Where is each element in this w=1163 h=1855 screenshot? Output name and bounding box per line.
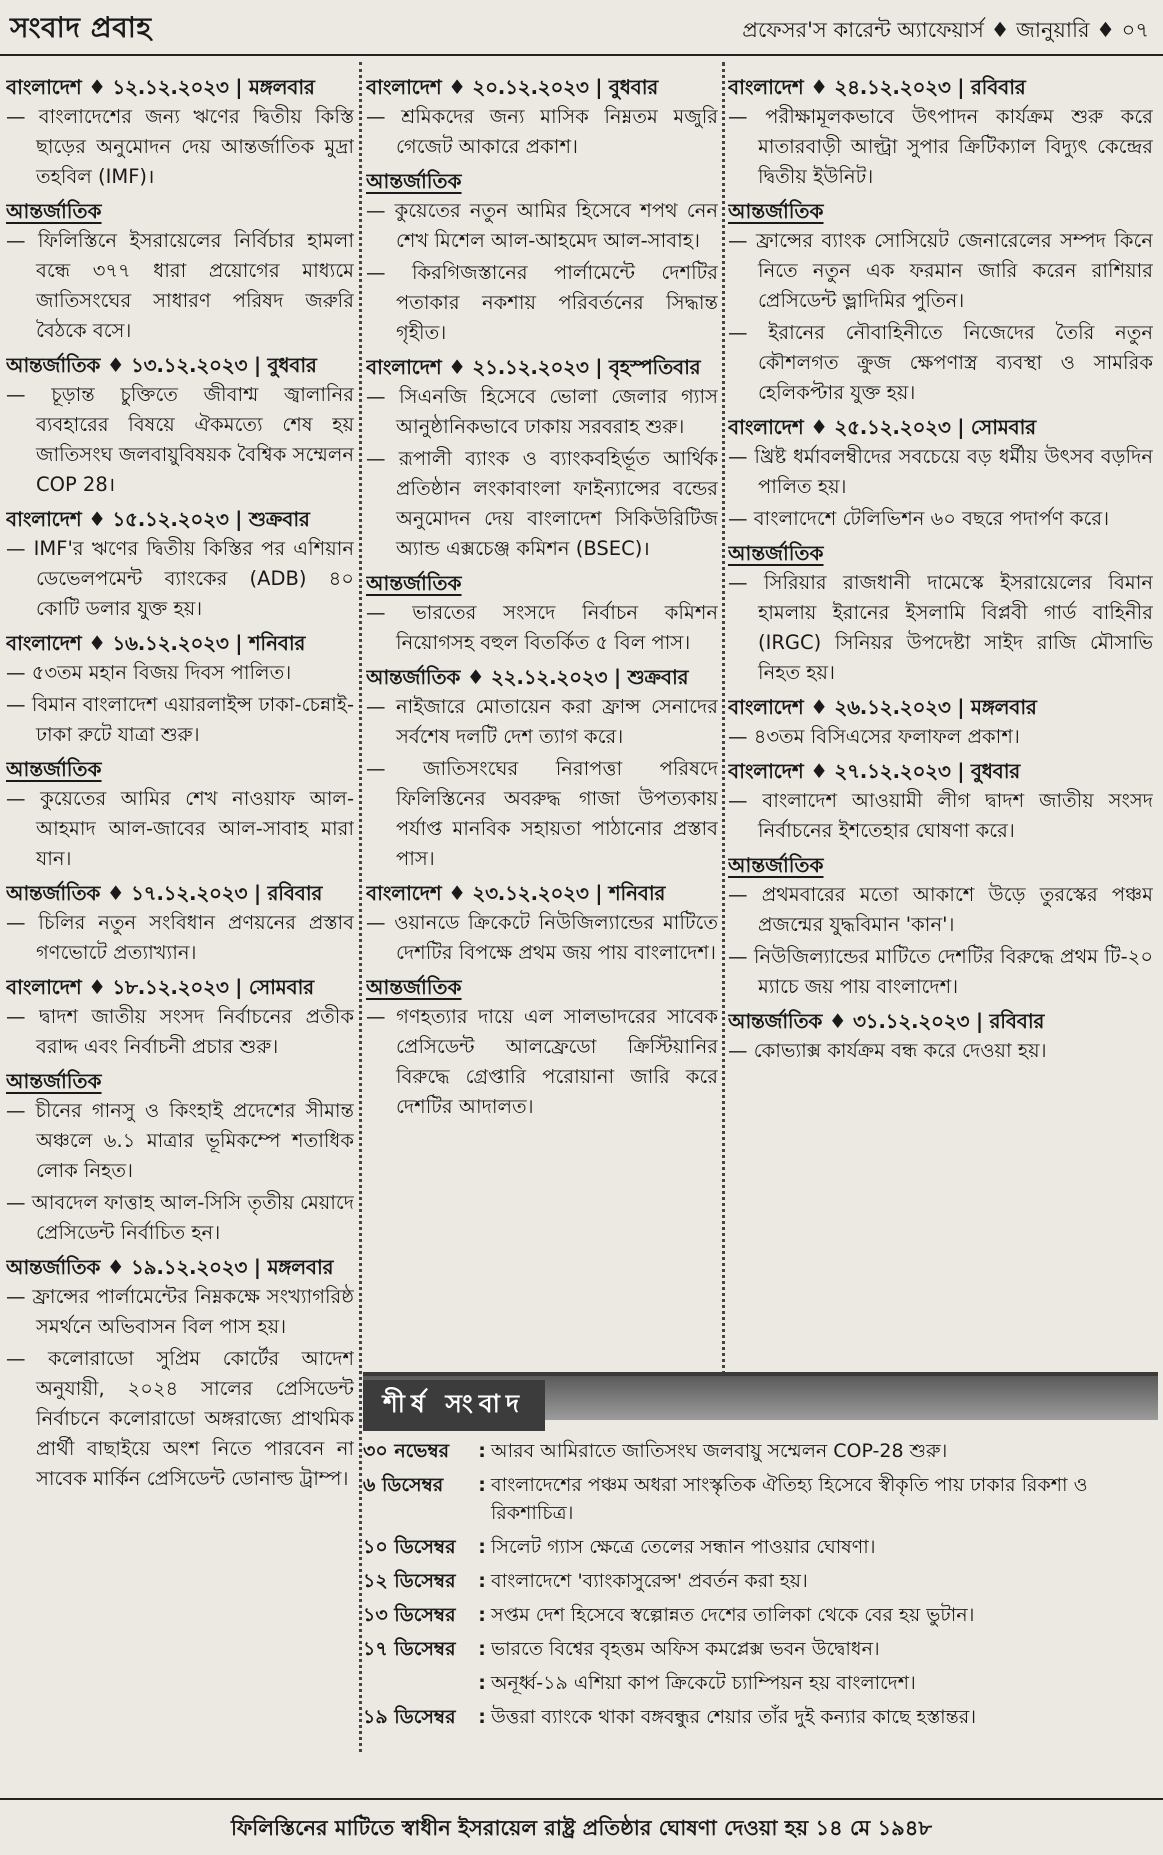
top-news-row xyxy=(363,1669,1158,1697)
date-heading: আন্তর্জাতিক ♦ ১৩.১২.২০২৩ | বুধবার xyxy=(6,353,317,377)
top-news-date: ১০ ডিসেম্বর xyxy=(363,1536,456,1558)
date-heading: আন্তর্জাতিক ♦ ১৯.১২.২০২৩ | মঙ্গলবার xyxy=(6,1255,334,1279)
top-news-text: বাংলাদেশে 'ব্যাংকাসুরেন্স' প্রবর্তন করা হয়। xyxy=(491,1570,808,1592)
news-item: — ফিলিস্তিনে ইসরায়েলের নির্বিচার হামলা বন্ধে ৩৭৭ ধারা প্রয়োগের মাধ্যমে জাতিসংঘের সাধারণ পরিষদ জরুরি বৈঠকে বসে। xyxy=(6,226,354,346)
top-news-separator: : xyxy=(478,1536,486,1558)
news-item: — বাংলাদেশে টেলিভিশন ৬০ বছরে পদার্পণ করে। xyxy=(728,504,1153,534)
top-news-date: ১৩ ডিসেম্বর xyxy=(363,1604,456,1626)
date-heading: বাংলাদেশ ♦ ১৮.১২.২০২৩ | সোমবার xyxy=(6,975,314,999)
news-item: — বাংলাদেশের জন্য ঋণের দ্বিতীয় কিস্তি ছাড়ের অনুমোদন দেয় আন্তর্জাতিক মুদ্রা তহবিল (IMF)। xyxy=(6,102,354,192)
section-heading: আন্তর্জাতিক xyxy=(728,199,824,223)
date-heading: আন্তর্জাতিক ♦ ৩১.১২.২০২৩ | রবিবার xyxy=(728,1009,1045,1033)
top-news-date xyxy=(363,1669,473,1697)
news-item: — শ্রমিকদের জন্য মাসিক নিম্নতম মজুরি গেজেট আকারে প্রকাশ। xyxy=(366,102,718,162)
news-item: — রূপালী ব্যাংক ও ব্যাংকবহির্ভূত আর্থিক প্রতিষ্ঠান লংকাবাংলা ফাইন্যান্সের বন্ডের অনুমোদন দেয় বাংলাদেশ সিকিউরিটিজ অ্যান্ড এক্সচেঞ্জ কমিশন (BSEC)। xyxy=(366,444,718,564)
section-heading: আন্তর্জাতিক xyxy=(366,571,462,595)
news-item: — খ্রিষ্ট ধর্মাবলম্বীদের সবচেয়ে বড় ধর্মীয় উৎসব বড়দিন পালিত হয়। xyxy=(728,442,1153,502)
news-item: — কুয়েতের আমির শেখ নাওয়াফ আল-আহমাদ আল-জাবের আল-সাবাহ মারা যান। xyxy=(6,784,354,874)
top-news-separator: : xyxy=(478,1440,486,1462)
news-item: — সিরিয়ার রাজধানী দামেস্কে ইসরায়েলের বিমান হামলায় ইরানের ইসলামি বিপ্লবী গার্ড বাহিনীর (IRGC) সিনিয়র উপদেষ্টা সাইদ রাজি মৌসাভি নিহত হয়। xyxy=(728,568,1153,688)
top-news-list xyxy=(363,1437,1158,1731)
top-news-row xyxy=(363,1703,1158,1731)
news-column-3 xyxy=(728,68,1153,1388)
section-heading: আন্তর্জাতিক xyxy=(366,169,462,193)
top-news-date: ৩০ নভেম্বর xyxy=(363,1440,450,1462)
top-news-row xyxy=(363,1533,1158,1561)
news-item: — ইরানের নৌবাহিনীতে নিজেদের তৈরি নতুন কৌশলগত ক্রুজ ক্ষেপণাস্ত্র ব্যবস্থা ও সামরিক হেলিকপ্টার যুক্ত হয়। xyxy=(728,318,1153,408)
top-news-date: ৬ ডিসেম্বর xyxy=(363,1474,444,1496)
top-news-row xyxy=(363,1437,1158,1465)
section-heading: আন্তর্জাতিক xyxy=(6,199,102,223)
news-item: — বিমান বাংলাদেশ এয়ারলাইন্স ঢাকা-চেন্নাই-ঢাকা রুটে যাত্রা শুরু। xyxy=(6,690,354,750)
top-news-row xyxy=(363,1471,1158,1527)
section-heading: আন্তর্জাতিক xyxy=(366,975,462,999)
section-title: সংবাদ প্রবাহ xyxy=(10,11,152,44)
section-heading: আন্তর্জাতিক xyxy=(6,757,102,781)
top-news-row xyxy=(363,1567,1158,1595)
news-item: — চিলির নতুন সংবিধান প্রণয়নের প্রস্তাব গণভোটে প্রত্যাখ্যান। xyxy=(6,908,354,968)
news-item: — সিএনজি হিসেবে ভোলা জেলার গ্যাস আনুষ্ঠানিকভাবে ঢাকায় সরবরাহ শুরু। xyxy=(366,382,718,442)
top-news-separator: : xyxy=(478,1570,486,1592)
news-item: — বাংলাদেশ আওয়ামী লীগ দ্বাদশ জাতীয় সংসদ নির্বাচনের ইশতেহার ঘোষণা করে। xyxy=(728,786,1153,846)
news-item: — পরীক্ষামূলকভাবে উৎপাদন কার্যক্রম শুরু করে মাতারবাড়ী আল্ট্রা সুপার ক্রিটিক্যাল বিদ্যুৎ কেন্দ্রের দ্বিতীয় ইউনিট। xyxy=(728,102,1153,192)
news-item: — আবদেল ফাত্তাহ আল-সিসি তৃতীয় মেয়াদে প্রেসিডেন্ট নির্বাচিত হন। xyxy=(6,1188,354,1248)
news-item: — কিরগিজস্তানের পার্লামেন্টে দেশটির পতাকার নকশায় পরিবর্তনের সিদ্ধান্ত গৃহীত। xyxy=(366,258,718,348)
news-item: — ফ্রান্সের ব্যাংক সোসিয়েট জেনারেলের সম্পদ কিনে নিতে নতুন এক ফরমান জারি করেন রাশিয়ার প্রেসিডেন্ট ভ্লাদিমির পুতিন। xyxy=(728,226,1153,316)
top-news-row xyxy=(363,1601,1158,1629)
news-item: — কলোরাডো সুপ্রিম কোর্টের আদেশ অনুযায়ী, ২০২৪ সালের প্রেসিডেন্ট নির্বাচনে কলোরাডো অঙ্গরাজ্যে প্রাথমিক প্রার্থী বাছাইয়ে অংশ নিতে পারবেন না সাবেক মার্কিন প্রেসিডেন্ট ডোনাল্ড ট্রাম্প। xyxy=(6,1344,354,1494)
top-news-text: বাংলাদেশের পঞ্চম অধরা সাংস্কৃতিক ঐতিহ্য হিসেবে স্বীকৃতি পায় ঢাকার রিকশা ও রিকশাচিত্র। xyxy=(491,1474,1088,1524)
top-news-date: ১২ ডিসেম্বর xyxy=(363,1570,456,1592)
top-news-row xyxy=(363,1635,1158,1663)
news-column-1 xyxy=(6,68,354,1788)
news-item: — ভারতের সংসদে নির্বাচন কমিশন নিয়োগসহ বহুল বিতর্কিত ৫ বিল পাস। xyxy=(366,598,718,658)
news-item: — দ্বাদশ জাতীয় সংসদ নির্বাচনের প্রতীক বরাদ্দ এবং নির্বাচনী প্রচার শুরু। xyxy=(6,1002,354,1062)
top-news-separator: : xyxy=(478,1474,486,1496)
date-heading: বাংলাদেশ ♦ ১২.১২.২০২৩ | মঙ্গলবার xyxy=(6,75,315,99)
news-item: — ফ্রান্সের পার্লামেন্টের নিম্নকক্ষে সংখ্যাগরিষ্ঠ সমর্থনে অভিবাসন বিল পাস হয়। xyxy=(6,1282,354,1342)
top-news-box xyxy=(363,1372,1158,1792)
top-news-text: সিলেট গ্যাস ক্ষেত্রে তেলের সন্ধান পাওয়ার ঘোষণা। xyxy=(491,1536,876,1558)
date-heading: বাংলাদেশ ♦ ২১.১২.২০২৩ | বৃহস্পতিবার xyxy=(366,355,701,379)
news-item: — নিউজিল্যান্ডের মাটিতে দেশটির বিরুদ্ধে প্রথম টি-২০ ম্যাচে জয় পায় বাংলাদেশ। xyxy=(728,942,1153,1002)
top-news-text: অনূর্ধ্ব-১৯ এশিয়া কাপ ক্রিকেটে চ্যাম্পিয়ন হয় বাংলাদেশ। xyxy=(491,1672,916,1694)
footer-note: ফিলিস্তিনের মাটিতে স্বাধীন ইসরায়েল রাষ্ট্র প্রতিষ্ঠার ঘোষণা দেওয়া হয় ১৪ মে ১৯৪৮ xyxy=(0,1798,1163,1855)
top-news-separator: : xyxy=(478,1638,486,1660)
news-item: — জাতিসংঘের নিরাপত্তা পরিষদে ফিলিস্তিনের অবরুদ্ধ গাজা উপত্যকায় পর্যাপ্ত মানবিক সহায়তা পাঠানোর প্রস্তাব পাস। xyxy=(366,754,718,874)
news-column-2 xyxy=(366,68,718,1388)
date-heading: বাংলাদেশ ♦ ২৫.১২.২০২৩ | সোমবার xyxy=(728,415,1036,439)
news-item: — ৫৩তম মহান বিজয় দিবস পালিত। xyxy=(6,658,354,688)
news-item: — প্রথমবারের মতো আকাশে উড়ে তুরস্কের পঞ্চম প্রজন্মের যুদ্ধবিমান 'কান'। xyxy=(728,880,1153,940)
section-heading: আন্তর্জাতিক xyxy=(728,541,824,565)
date-heading: বাংলাদেশ ♦ ২৩.১২.২০২৩ | শনিবার xyxy=(366,881,666,905)
date-heading: বাংলাদেশ ♦ ১৫.১২.২০২৩ | শুক্রবার xyxy=(6,507,310,531)
top-news-separator: : xyxy=(478,1706,486,1728)
top-news-text: ভারতে বিশ্বের বৃহত্তম অফিস কমপ্লেক্স ভবন উদ্বোধন। xyxy=(491,1638,880,1660)
publication-line: প্রফেসর'স কারেন্ট অ্যাফেয়ার্স ♦ জানুয়ারি ♦ ০৭ xyxy=(742,18,1149,42)
news-item: — কুয়েতের নতুন আমির হিসেবে শপথ নেন শেখ মিশেল আল-আহমেদ আল-সাবাহ। xyxy=(366,196,718,256)
news-item: — ৪৩তম বিসিএসের ফলাফল প্রকাশ। xyxy=(728,722,1153,752)
top-news-text: সপ্তম দেশ হিসেবে স্বল্পোন্নত দেশের তালিকা থেকে বের হয় ভুটান। xyxy=(491,1604,975,1626)
date-heading: আন্তর্জাতিক ♦ ১৭.১২.২০২৩ | রবিবার xyxy=(6,881,323,905)
date-heading: বাংলাদেশ ♦ ১৬.১২.২০২৩ | শনিবার xyxy=(6,631,306,655)
section-heading: আন্তর্জাতিক xyxy=(728,853,824,877)
page-header xyxy=(0,0,1163,56)
date-heading: বাংলাদেশ ♦ ২৪.১২.২০২৩ | রবিবার xyxy=(728,75,1026,99)
news-item: — চূড়ান্ত চুক্তিতে জীবাশ্ম জ্বালানির ব্যবহারের বিষয়ে ঐকমত্যে শেষ হয় জাতিসংঘ জলবায়ুবিষয়ক বৈশ্বিক সম্মেলন COP 28। xyxy=(6,380,354,500)
date-heading: আন্তর্জাতিক ♦ ২২.১২.২০২৩ | শুক্রবার xyxy=(366,665,689,689)
news-item: — চীনের গানসু ও কিংহাই প্রদেশের সীমান্ত অঞ্চলে ৬.১ মাত্রার ভূমিকম্পে শতাধিক লোক নিহত। xyxy=(6,1096,354,1186)
section-heading: আন্তর্জাতিক xyxy=(6,1069,102,1093)
date-heading: বাংলাদেশ ♦ ২৬.১২.২০২৩ | মঙ্গলবার xyxy=(728,695,1037,719)
top-news-text: আরব আমিরাতে জাতিসংঘ জলবায়ু সম্মেলন COP-28 শুরু। xyxy=(491,1440,948,1462)
top-news-date: ১৭ ডিসেম্বর xyxy=(363,1638,456,1660)
top-news-date: ১৯ ডিসেম্বর xyxy=(363,1706,456,1728)
news-item: — কোভ্যাক্স কার্যক্রম বন্ধ করে দেওয়া হয়। xyxy=(728,1036,1153,1066)
top-news-separator: : xyxy=(478,1604,486,1626)
news-item: — নাইজারে মোতায়েন করা ফ্রান্স সেনাদের সর্বশেষ দলটি দেশ ত্যাগ করে। xyxy=(366,692,718,752)
top-news-title: শীর্ষ সংবাদ xyxy=(363,1380,545,1431)
news-item: — IMF'র ঋণের দ্বিতীয় কিস্তির পর এশিয়ান ডেভেলপমেন্ট ব্যাংকের (ADB) ৪০ কোটি ডলার যুক্ত হয়। xyxy=(6,534,354,624)
news-item: — গণহত্যার দায়ে এল সালভাদরের সাবেক প্রেসিডেন্ট আলফ্রেডো ক্রিস্টিয়ানির বিরুদ্ধে গ্রেপ্তারি পরোয়ানা জারি করে দেশটির আদালত। xyxy=(366,1002,718,1122)
top-news-text: উত্তরা ব্যাংকে থাকা বঙ্গবন্ধুর শেয়ার তাঁর দুই কন্যার কাছে হস্তান্তর। xyxy=(491,1706,977,1728)
news-item: — ওয়ানডে ক্রিকেটে নিউজিল্যান্ডের মাটিতে দেশটির বিপক্ষে প্রথম জয় পায় বাংলাদেশ। xyxy=(366,908,718,968)
date-heading: বাংলাদেশ ♦ ২০.১২.২০২৩ | বুধবার xyxy=(366,75,658,99)
top-news-separator: : xyxy=(478,1672,486,1694)
date-heading: বাংলাদেশ ♦ ২৭.১২.২০২৩ | বুধবার xyxy=(728,759,1020,783)
